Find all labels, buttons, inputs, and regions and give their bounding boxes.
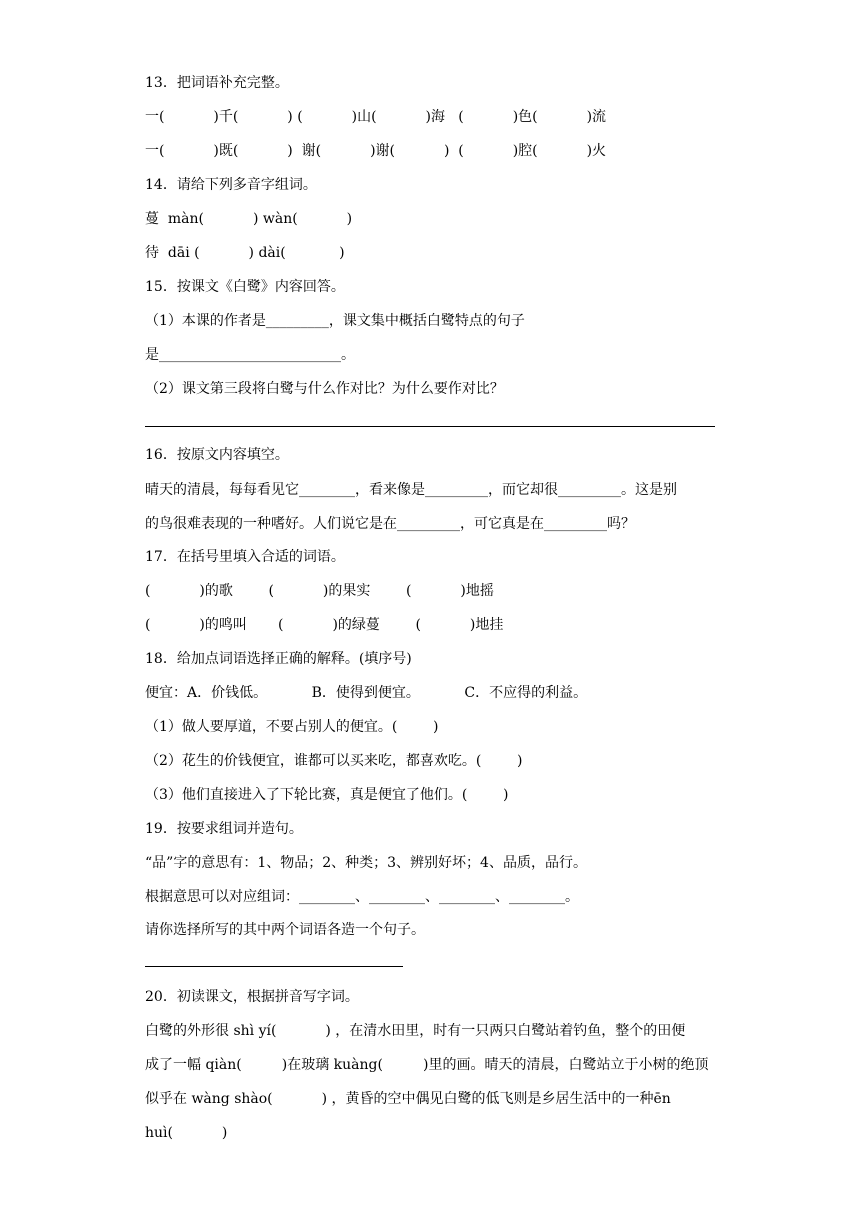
q20-row-3: 似乎在 wàng shào( ) ，黄昏的空中偶见白鹭的低飞则是乡居生活中的一种ēn bbox=[145, 1091, 671, 1107]
q18-sentence-2: （2）花生的价钱便宜，谁都可以买来吃，都喜欢吃。( ) bbox=[145, 753, 523, 769]
q15-part2: （2）课文第三段将白鹭与什么作对比？为什么要作对比？ bbox=[145, 381, 504, 397]
q20-row-2: 成了一幅 qiàn( )在玻璃 kuàng( )里的画。晴天的清晨，白鹭站立于小树的绝顶 bbox=[145, 1057, 709, 1073]
q16-row-2: 的鸟很难表现的一种嗜好。人们说它是在_________，可它真是在_________吗？ bbox=[145, 516, 635, 532]
q16-row-1: 晴天的清晨，每每看见它________，看来像是_________，而它却很_________。这是别 bbox=[145, 482, 677, 498]
q13-title: 13．把词语补充完整。 bbox=[145, 75, 289, 91]
q18-options: 便宜：A．价钱低。 B．使得到便宜。 C．不应得的利益。 bbox=[145, 685, 588, 701]
q15-part1-line2: 是__________________________。 bbox=[145, 347, 355, 363]
q17-title: 17．在括号里填入合适的词语。 bbox=[145, 549, 345, 565]
q17-row-2: ( )的鸣叫 ( )的绿蔓 ( )地挂 bbox=[145, 617, 504, 633]
q18-title: 18．给加点词语选择正确的解释。(填序号) bbox=[145, 651, 412, 667]
q19-answer-line[interactable] bbox=[145, 966, 403, 967]
q14-row-2: 待 dāi ( ) dài( ) bbox=[145, 245, 345, 261]
q20-row-1: 白鹭的外形很 shì yí( ) ，在清水田里，时有一只两只白鹭站着钓鱼，整个的田便 bbox=[145, 1023, 686, 1039]
q19-title: 19．按要求组词并造句。 bbox=[145, 821, 303, 837]
q17-row-1: ( )的歌 ( )的果实 ( )地摇 bbox=[145, 583, 494, 599]
q20-row-4: huì( ) bbox=[145, 1125, 228, 1141]
q20-title: 20．初读课文，根据拼音写字词。 bbox=[145, 989, 359, 1005]
q18-sentence-3: （3）他们直接进入了下轮比赛，真是便宜了他们。( ) bbox=[145, 787, 509, 803]
q19-instruction: 请你选择所写的其中两个词语各造一个句子。 bbox=[145, 922, 425, 938]
q19-meaning: “品”字的意思有：1、物品；2、种类；3、辨别好坏；4、品质，品行。 bbox=[145, 855, 587, 871]
q15-title: 15．按课文《白鹭》内容回答。 bbox=[145, 279, 345, 295]
q15-part1-line1: （1）本课的作者是_________，课文集中概括白鹭特点的句子 bbox=[145, 313, 525, 329]
q14-row-1: 蔓 màn( ) wàn( ) bbox=[145, 211, 353, 227]
q19-words: 根据意思可以对应组词：________、________、________、________。 bbox=[145, 889, 579, 905]
q14-title: 14．请给下列多音字组词。 bbox=[145, 177, 317, 193]
q13-row-2: 一( )既( ) 谢( )谢( ) ( )腔( )火 bbox=[145, 143, 607, 159]
q13-row-1: 一( )千( ) ( )山( )海 ( )色( )流 bbox=[145, 109, 607, 125]
q18-sentence-1: （1）做人要厚道，不要占别人的便宜。( ) bbox=[145, 719, 439, 735]
q15-answer-line[interactable] bbox=[145, 426, 715, 427]
q16-title: 16．按原文内容填空。 bbox=[145, 447, 289, 463]
